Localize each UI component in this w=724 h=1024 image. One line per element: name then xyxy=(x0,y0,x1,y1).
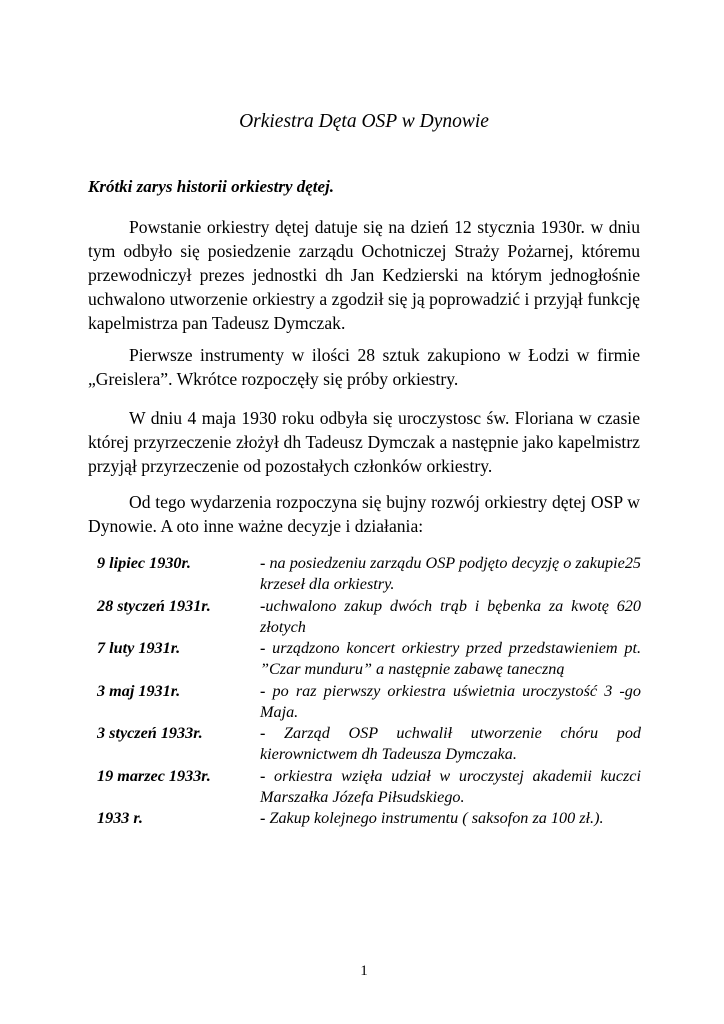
event-item xyxy=(97,723,641,765)
paragraph-development xyxy=(88,490,640,538)
event-dash: - xyxy=(260,724,284,742)
event-text: po raz pierwszy orkiestra uświetnia uroczystość 3 -go Maja. xyxy=(260,681,641,721)
document-page xyxy=(88,0,640,1024)
event-item xyxy=(97,638,641,680)
event-date: 1933 r. xyxy=(97,809,143,827)
event-text: uchwalono zakup dwóch trąb i bębenka za kwotę 620 złotych xyxy=(260,596,641,636)
event-text: na posiedzeniu zarządu OSP podjęto decyzję o zakupie25 krzeseł dla orkiestry. xyxy=(260,554,642,593)
paragraph-text: Pierwsze instrumenty w ilości 28 sztuk zakupiono w Łodzi w firmie „Greislera”. Wkrótce rozpoczęły się próby orkiestry. xyxy=(88,345,640,389)
event-dash: - xyxy=(260,681,273,700)
paragraph-text: W dniu 4 maja 1930 roku odbyła się uroczystosc św. Floriana w czasie której przyrzeczenie złożył dh Tadeusz Dymczak a następnie jako kapelmistrz przyjął przyrzeczenie od pozostałych członków orkiestry. xyxy=(88,408,640,476)
event-text: urządzono koncert orkiestry przed przedstawieniem pt. ”Czar munduru” a następnie zabawę taneczną xyxy=(260,639,641,678)
event-description xyxy=(260,596,641,638)
event-date: 3 styczeń 1933r. xyxy=(97,724,203,742)
event-dash: - xyxy=(260,639,273,657)
paragraph-founding xyxy=(88,215,640,335)
event-description xyxy=(260,766,641,808)
paragraph-text: Od tego wydarzenia rozpoczyna się bujny rozwój orkiestry dętej OSP w Dynowie. A oto inne ważne decyzje i działania: xyxy=(88,492,640,536)
event-description xyxy=(260,681,641,723)
event-dash: - xyxy=(260,766,275,785)
paragraph-text: Powstanie orkiestry dętej datuje się na dzień 12 stycznia 1930r. w dniu tym odbyło się posiedzenie zarządu Ochotniczej Straży Pożarnej, któremu przewodniczył prezes jednostki dh Jan Kedzierski na którym jednogłośnie uchwalono utworzenie orkiestry a zgodził się ją poprowadzić i przyjął funkcję kapelmistrza pan Tadeusz Dymczak. xyxy=(88,217,640,333)
event-text: orkiestra wzięła udział w uroczystej akademii kuczci Marszałka Józefa Piłsudskiego. xyxy=(260,766,641,806)
document-title: Orkiestra Dęta OSP w Dynowie xyxy=(239,111,489,132)
event-dash: - xyxy=(260,809,270,827)
event-item xyxy=(97,766,641,808)
event-description xyxy=(260,723,641,765)
paragraph-oath xyxy=(88,406,640,478)
event-date: 3 maj 1931r. xyxy=(97,681,181,700)
event-description xyxy=(260,638,641,680)
event-item xyxy=(97,681,641,723)
event-text: Zakup kolejnego instrumentu ( saksofon za 100 zł.). xyxy=(269,809,604,827)
event-item xyxy=(97,553,641,595)
event-dash: - xyxy=(260,596,266,615)
page-number: 1 xyxy=(360,963,368,979)
paragraph-instruments xyxy=(88,343,640,391)
event-text: Zarząd OSP uchwalił utworzenie chóru pod kierownictwem dh Tadeusza Dymczaka. xyxy=(260,724,642,763)
event-date: 19 marzec 1933r. xyxy=(97,766,211,785)
event-date: 9 lipiec 1930r. xyxy=(97,554,191,572)
section-subtitle: Krótki zarys historii orkiestry dętej. xyxy=(88,177,335,196)
event-description xyxy=(260,808,641,829)
event-dash: - xyxy=(260,554,270,572)
event-item xyxy=(97,808,641,829)
events-list xyxy=(97,553,641,830)
event-date: 28 styczeń 1931r. xyxy=(97,596,211,615)
event-description xyxy=(260,553,641,595)
event-item xyxy=(97,596,641,638)
event-date: 7 luty 1931r. xyxy=(97,639,181,657)
